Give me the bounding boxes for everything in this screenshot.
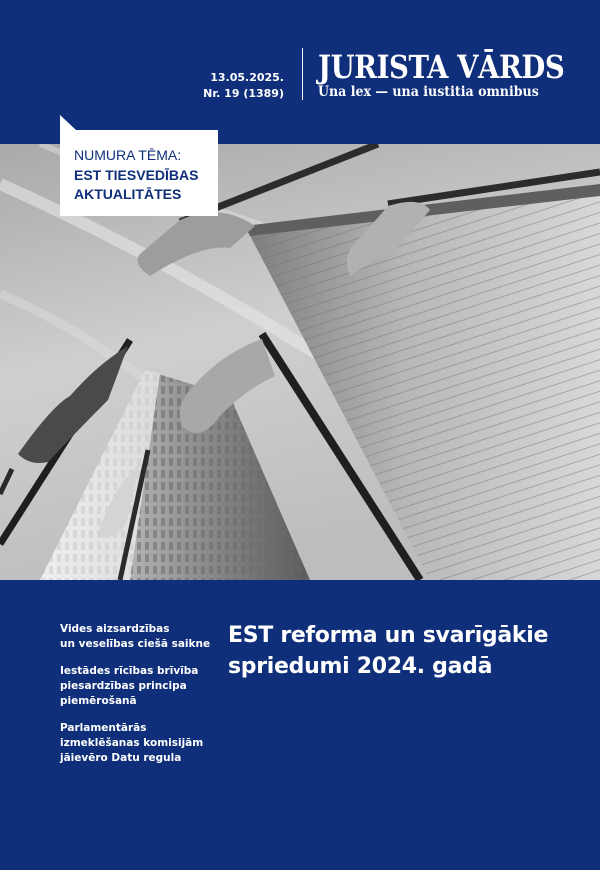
article-line: jāievēro Datu regula [60,752,182,764]
theme-box-tab [60,115,76,130]
magazine-motto: Una lex — una iustitia omnibus [318,84,539,100]
theme-label: NUMURA TĒMA: [74,147,182,163]
article-line: Parlamentārās [60,722,147,734]
headline-line: EST reforma un svarīgākie [228,623,549,648]
headline-line: spriedumi 2024. gadā [228,654,493,679]
article-item[interactable] [60,622,220,652]
article-item[interactable] [60,664,220,709]
article-line: piemērošanā [60,695,137,707]
article-line: Vides aizsardzības [60,623,170,635]
theme-title [74,166,198,204]
magazine-logo: JURISTA VĀRDS [318,48,565,86]
theme-box [60,130,218,216]
masthead [318,50,568,100]
article-item[interactable] [60,721,220,766]
article-line: piesardzības principa [60,680,187,692]
issue-info [203,70,284,102]
article-line: izmeklēšanas komisijām [60,737,204,749]
issue-number: Nr. 19 (1389) [203,87,284,100]
article-list [60,622,220,778]
theme-title-line: AKTUALITĀTES [74,186,182,202]
cover-headline[interactable] [228,620,588,682]
masthead-divider [302,48,303,100]
article-line: Iestādes rīcības brīvība [60,665,199,677]
issue-date: 13.05.2025. [210,71,284,84]
article-line: un veselības ciešā saikne [60,638,211,650]
theme-title-line: EST TIESVEDĪBAS [74,167,199,183]
